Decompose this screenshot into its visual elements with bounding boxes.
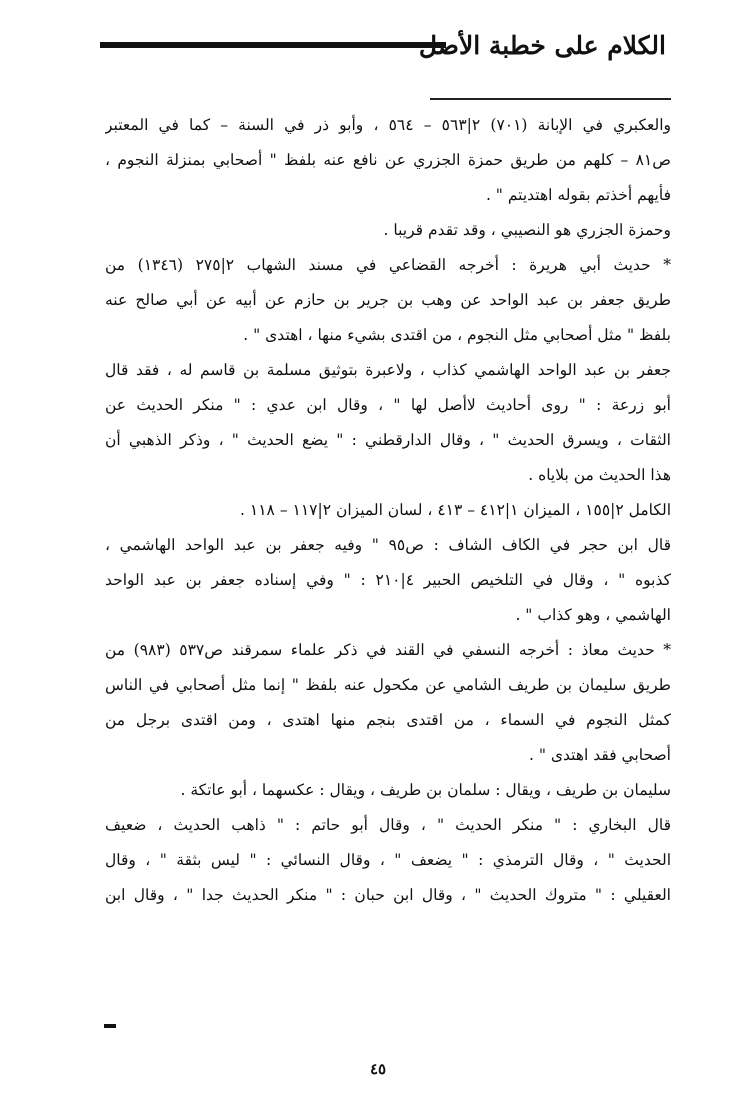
text-line: قال البخاري : " منكر الحديث " ، وقال أبو حاتم : " ذاهب الحديث ، ضعيف [105, 816, 671, 834]
text-line: طريق جعفر بن عبد الواحد عن وهب بن جرير بن حازم عن أبيه عن أبي صالح عنه [105, 291, 671, 309]
text-line: الثقات ، ويسرق الحديث " ، وقال الدارقطني : " يضع الحديث " ، وذكر الذهبي أن [105, 431, 671, 449]
footnote-body [105, 108, 671, 913]
text-line: * حديث أبي هريرة : أخرجه القضاعي في مسند الشهاب ٢|٢٧٥ (١٣٤٦) من [105, 256, 671, 274]
text-line: سليمان بن طريف ، ويقال : سلمان بن طريف ، ويقال : عكسهما ، أبو عاتكة . [180, 781, 671, 799]
text-line: أبو زرعة : " روى أحاديث لاأصل لها " ، وقال ابن عدي : " منكر الحديث عن [105, 396, 671, 414]
text-line: الحديث " ، وقال الترمذي : " يضعف " ، وقال النسائي : " ليس بثقة " ، وقال [105, 851, 671, 869]
footnote-separator [430, 98, 671, 100]
text-line: بلفظ " مثل أصحابي مثل النجوم ، من اقتدى بشيء منها ، اهتدى " . [243, 326, 671, 344]
text-line: الكامل ٢|١٥٥ ، الميزان ١|٤١٢ – ٤١٣ ، لسان الميزان ٢|١١٧ – ١١٨ . [240, 501, 671, 519]
text-line: الهاشمي ، وهو كذاب " . [515, 606, 671, 624]
text-line: كذبوه " ، وقال في التلخيص الحبير ٤|٢١٠ : " وفي إسناده جعفر بن عبد الواحد [105, 571, 671, 589]
text-line: قال ابن حجر في الكاف الشاف : ص٩٥ " وفيه جعفر بن عبد الواحد الهاشمي ، [105, 536, 671, 554]
page-number: ٤٥ [369, 1060, 387, 1078]
page-title: الكلام على خطبة الأصل [418, 31, 666, 60]
text-line: هذا الحديث من بلاياه . [528, 466, 671, 484]
text-line: العقيلي : " متروك الحديث " ، وقال ابن حبان : " منكر الحديث جدا " ، وقال ابن [105, 886, 671, 904]
text-line: ص٨١ – كلهم من طريق حمزة الجزري عن نافع عنه بلفظ " أصحابي بمنزلة النجوم ، [105, 151, 671, 169]
text-line: أصحابي فقد اهتدى " . [528, 746, 671, 764]
running-header [100, 24, 672, 70]
continuation-mark [104, 1024, 116, 1028]
text-line: فأيهم أخذتم بقوله اهتديتم " . [485, 186, 671, 204]
text-line: كمثل النجوم في السماء ، من اقتدى بنجم منها اهتدى ، ومن اقتدى برجل من [105, 711, 671, 729]
text-line: والعكبري في الإبانة (٧٠١) ٢|٥٦٣ – ٥٦٤ ، وأبو ذر في السنة – كما في المعتبر [105, 116, 671, 134]
header-rule [100, 42, 446, 48]
text-line: جعفر بن عبد الواحد الهاشمي كذاب ، ولاعبرة بتوثيق مسلمة بن قاسم له ، فقد قال [105, 361, 671, 379]
text-line: * حديث معاذ : أخرجه النسفي في القند في ذكر علماء سمرقند ص٥٣٧ (٩٨٣) من [105, 641, 671, 659]
text-line: طريق سليمان بن طريف الشامي عن مكحول عنه بلفظ " إنما مثل أصحابي في الناس [105, 676, 671, 694]
text-line: وحمزة الجزري هو النصيبي ، وقد تقدم قريبا . [383, 221, 671, 239]
